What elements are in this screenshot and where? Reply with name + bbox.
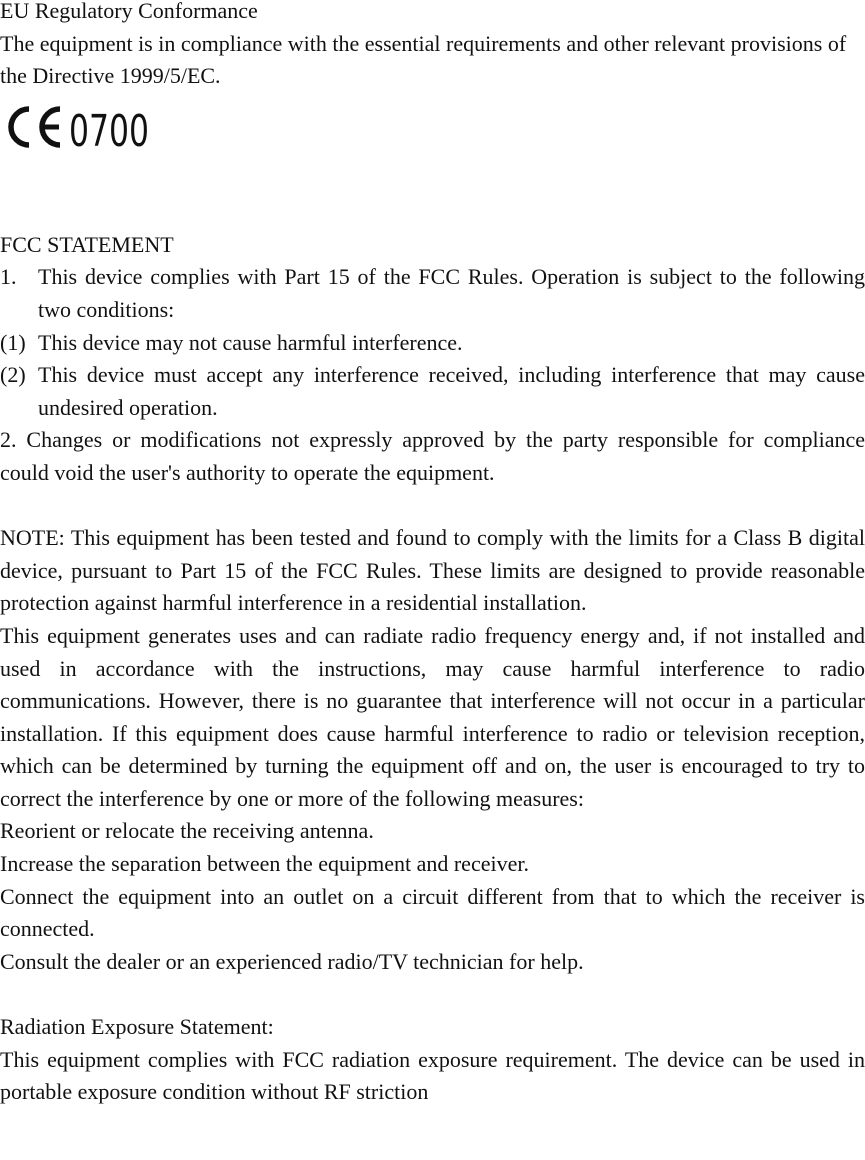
fcc-note-paragraph: NOTE: This equipment has been tested and found to comply with the limits for a Class B digital device, pursuant to Part 15 of the FCC Rules. These limits are designed to provide reasonable protection against harmful interference in a residential installation. [0,525,865,616]
paragraph-gap [0,978,865,1011]
item-text: This device may not cause harmful interference. [38,329,463,355]
item-text: This device complies with Part 15 of the FCC Rules. Operation is subject to the following two conditions: [38,264,865,322]
ce-mark-logo [0,93,865,161]
radiation-text: This equipment complies with FCC radiation exposure requirement. The device can be used in portable exposure condition without RF striction [0,1046,865,1105]
measure-item: Connect the equipment into an outlet on a circuit different from that to which the receiver is connected. [0,883,865,942]
fcc-condition-1 [0,327,865,360]
radiation-heading: Radiation Exposure Statement: [0,1014,274,1040]
notified-body-number: 0700 [69,105,149,157]
item-marker: 1. [0,264,17,290]
item-text: This device must accept any interference received, including interference that may cause undesired operation. [38,362,865,420]
fcc-changes-paragraph: 2. Changes or modifications not expressly approved by the party responsible for compliance could void the user's authority to operate the equipment. [0,427,865,485]
fcc-generates-paragraph: This equipment generates uses and can radiate radio frequency energy and, if not installed and used in accordance with the instructions, may cause harmful interference to radio communications. However, there is no guarantee that interference will not occur in a particular installation. If this equipment does cause harmful interference to radio or television reception, which can be determined by turning the equipment off and on, the user is encouraged to try to correct the interference by one or more of the following measures: [0,622,865,811]
measure-item: Consult the dealer or an experienced radio/TV technician for help. [0,948,584,974]
eu-compliance-text: The equipment is in compliance with the essential requirements and other relevant provisions of the Directive 1999/5/EC. [0,30,847,89]
section-gap [0,161,865,229]
fcc-item-1 [0,261,865,326]
eu-heading: EU Regulatory Conformance [0,0,258,23]
item-marker: (1) [0,329,26,355]
fcc-heading: FCC STATEMENT [0,231,174,257]
ce-mark-icon [1,102,151,157]
item-marker: (2) [0,362,26,388]
fcc-condition-2 [0,359,865,424]
paragraph-gap [0,490,865,523]
measure-item: Reorient or relocate the receiving antenna. [0,818,374,844]
measure-item: Increase the separation between the equipment and receiver. [0,851,529,877]
